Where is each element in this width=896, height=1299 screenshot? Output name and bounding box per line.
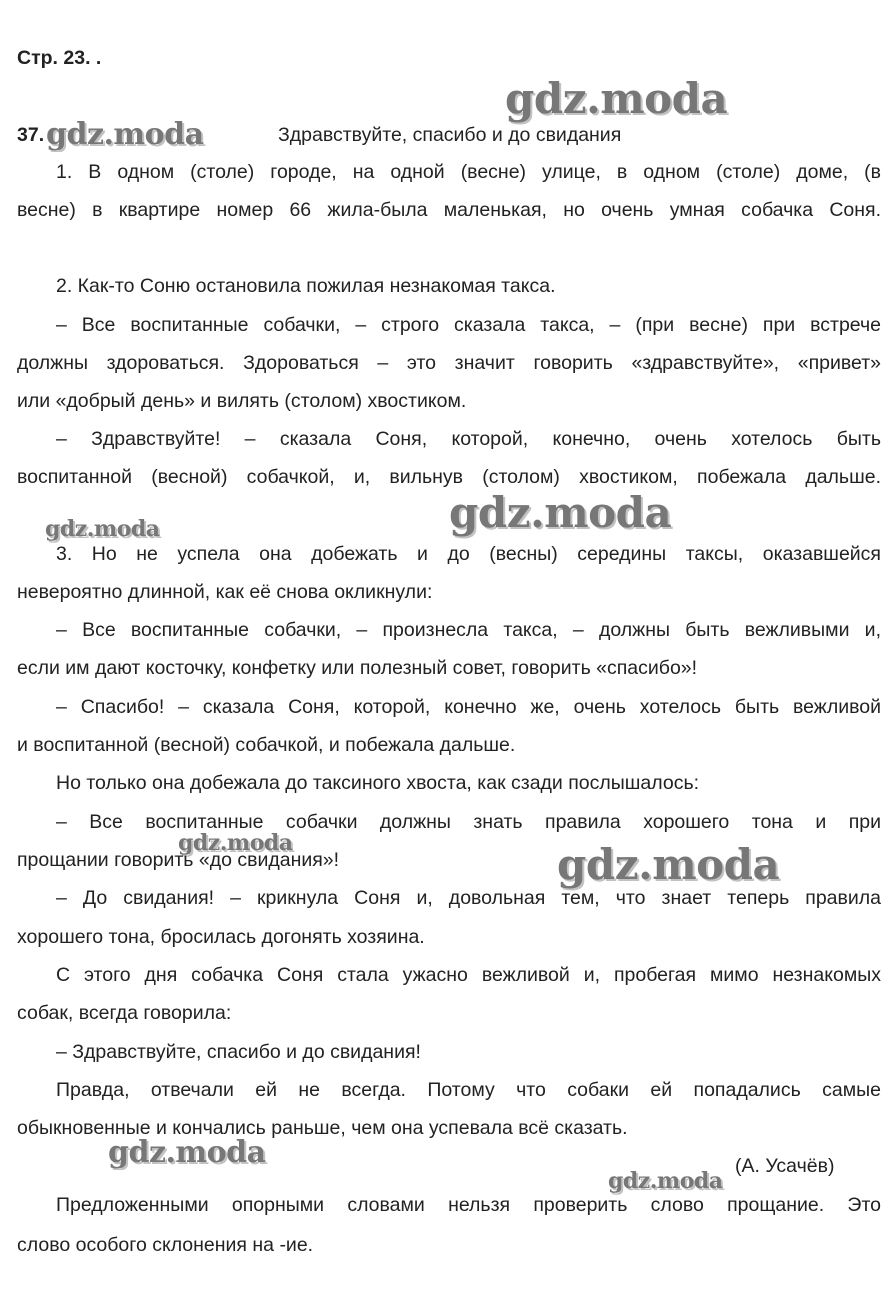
- page-header: Стр. 23. .: [17, 47, 102, 69]
- watermark: gdz.moda: [505, 74, 728, 123]
- conclusion-line: Предложенными опорными словами нельзя проверить слово прощание. Это: [56, 1194, 881, 1216]
- exercise-title: Здравствуйте, спасибо и до свидания: [278, 124, 622, 146]
- text-line: прощании говорить «до свидания»!: [17, 849, 340, 871]
- watermark: gdz.moda: [449, 488, 672, 537]
- text-line: собак, всегда говорила:: [17, 1002, 232, 1024]
- watermark: gdz.moda: [557, 840, 780, 889]
- text-line: 3. Но не успела она добежать и до (весны) середины таксы, оказавшейся: [56, 543, 881, 565]
- exercise-number: 37.: [17, 124, 45, 146]
- watermark: gdz.moda: [108, 1135, 266, 1170]
- text-line: – Здравствуйте! – сказала Соня, которой, конечно, очень хотелось быть: [56, 428, 881, 450]
- text-line: и воспитанной (весной) собачкой, и побежала дальше.: [17, 734, 516, 756]
- text-line: невероятно длинной, как её снова окликнули:: [17, 581, 433, 603]
- text-line: 2. Как-то Соню остановила пожилая незнакомая такса.: [56, 275, 556, 297]
- text-line: – Все воспитанные собачки, – строго сказала такса, – (при весне) при встрече: [56, 314, 881, 336]
- text-line: – Все воспитанные собачки, – произнесла такса, – должны быть вежливыми и,: [56, 619, 881, 641]
- text-line: хорошего тона, бросилась догонять хозяина.: [17, 926, 425, 948]
- text-line: – Все воспитанные собачки должны знать правила хорошего тона и при: [56, 811, 881, 833]
- conclusion-line: слово особого склонения на -ие.: [17, 1234, 314, 1256]
- text-line: С этого дня собачка Соня стала ужасно вежливой и, пробегая мимо незнакомых: [56, 964, 881, 986]
- text-line: воспитанной (весной) собачкой, и, вильнув (столом) хвостиком, побежала дальше.: [17, 466, 881, 488]
- text-line: или «добрый день» и вилять (столом) хвостиком.: [17, 390, 467, 412]
- text-line: если им дают косточку, конфетку или полезный совет, говорить «спасибо»!: [17, 657, 698, 679]
- text-line: – Здравствуйте, спасибо и до свидания!: [56, 1041, 421, 1063]
- text-line: – Спасибо! – сказала Соня, которой, конечно же, очень хотелось быть вежливой: [56, 696, 881, 718]
- text-line: Но только она добежала до таксиного хвоста, как сзади послышалось:: [56, 772, 700, 794]
- watermark: gdz.moda: [46, 117, 204, 152]
- watermark: gdz.moda: [608, 1168, 723, 1194]
- text-line: обыкновенные и кончались раньше, чем она успевала всё сказать.: [17, 1117, 628, 1139]
- text-line: Правда, отвечали ей не всегда. Потому что собаки ей попадались самые: [56, 1079, 881, 1101]
- text-line: 1. В одном (столе) городе, на одной (весне) улице, в одном (столе) доме, (в: [56, 161, 881, 183]
- watermark: gdz.moda: [178, 830, 293, 856]
- text-line: – До свидания! – крикнула Соня и, довольная тем, что знает теперь правила: [56, 887, 881, 909]
- watermark: gdz.moda: [45, 516, 160, 542]
- text-line: должны здороваться. Здороваться – это значит говорить «здравствуйте», «привет»: [17, 352, 881, 374]
- text-line: весне) в квартире номер 66 жила-была маленькая, но очень умная собачка Соня.: [17, 199, 881, 221]
- author-attribution: (А. Усачёв): [735, 1155, 835, 1177]
